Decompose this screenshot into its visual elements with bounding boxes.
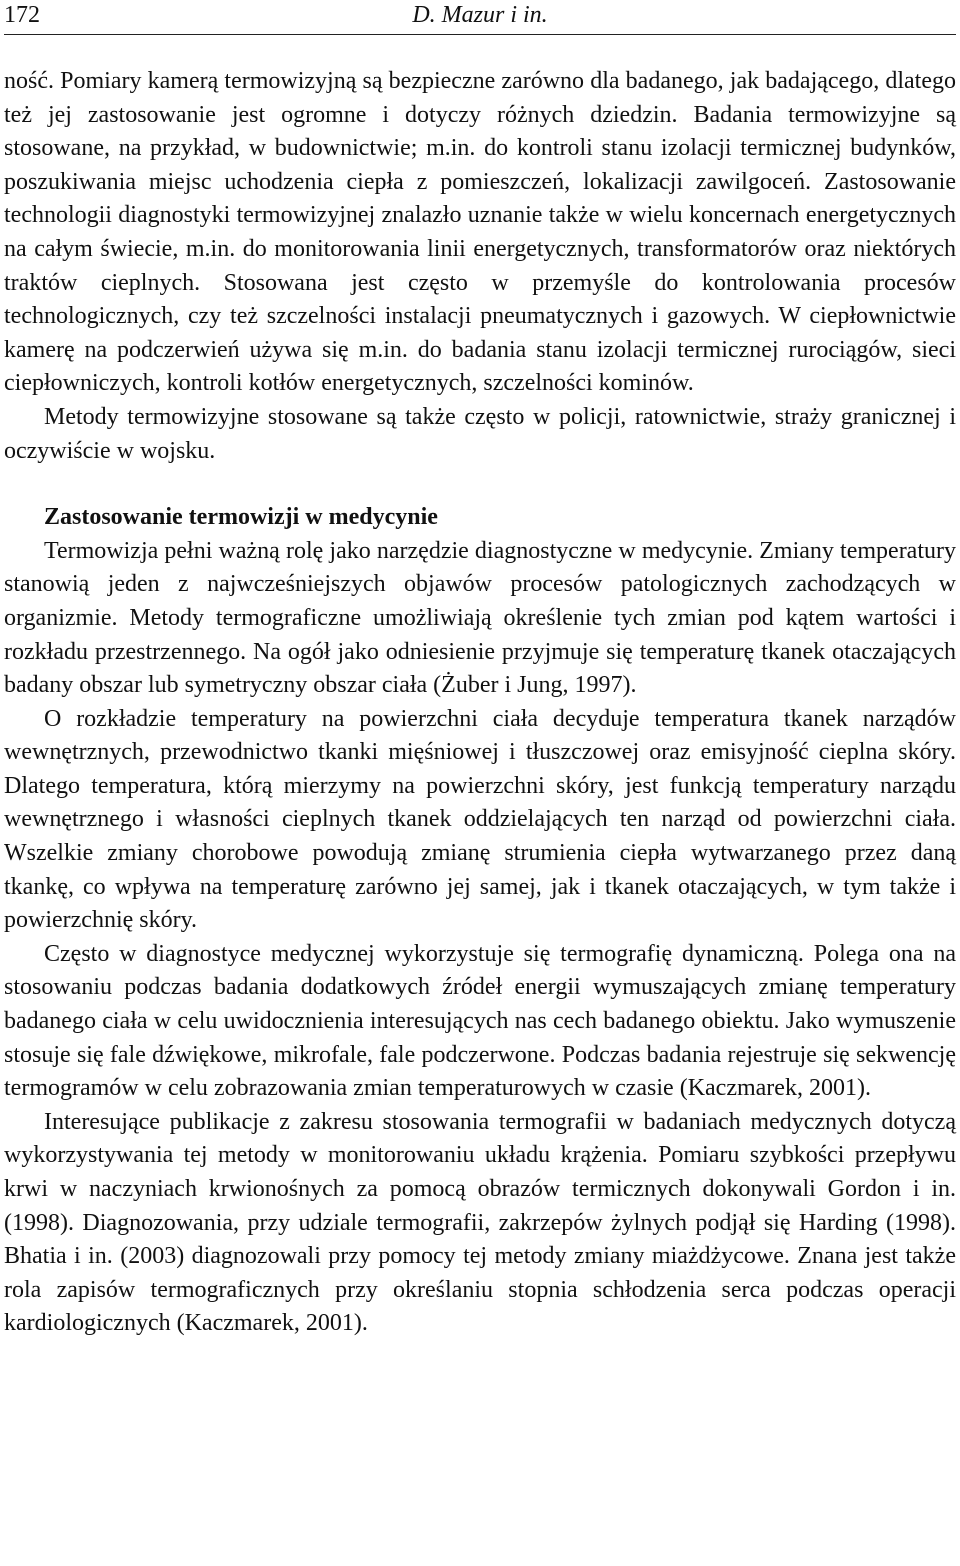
paragraph: O rozkładzie temperatury na powierzchni ciała decyduje temperatura tkanek narządów wewnętrznych, przewodnictwo tkanki mięśniowej i tłuszczowej oraz emisyjność cieplna skóry. Dlatego temperatura, którą mierzymy na powierzchni skóry, jest funkcją temperatury narządu wewnętrznego i własności cieplnych tkanek oddzielających ten narząd od powierzchni ciała. Wszelkie zmiany chorobowe powodują zmianę strumienia ciepła wytwarzanego przez daną tkankę, co wpływa na temperaturę zarówno jej samej, jak i tkanek otaczających, w tym także i powierzchnię skóry. (4, 705, 956, 934)
header-rule (4, 34, 956, 35)
paragraph: Często w diagnostyce medycznej wykorzystuje się termografię dynamiczną. Polega ona na stosowaniu podczas badania dodatkowych źródeł energii wymuszających zmianę temperatury badanego ciała w celu uwidocznienia interesujących nas cech badanego obiektu. Jako wymuszenie stosuje się fale dźwiękowe, mikrofale, fale podczerwone. Podczas badania rejestruje się sekwencję termogramów w celu zobrazowania zmian temperaturowych w czasie (Kaczmarek, 2001). (4, 940, 956, 1102)
paragraph: ność. Pomiary kamerą termowizyjną są bezpieczne zarówno dla badanego, jak badającego, dlatego też jej zastosowanie jest ogromne i dotyczy różnych dziedzin. Badania termowizyjne są stosowane, na przykład, w budownictwie; m.in. do kontroli stanu izolacji termicznej budynków, poszukiwania miejsc uchodzenia ciepła z pomieszczeń, lokalizacji zawilgoceń. Zastosowanie technologii diagnostyki termowizyjnej znalazło uznanie także w wielu koncernach energetycznych na całym świecie, m.in. do monitorowania linii energetycznych, transformatorów oraz niektórych traktów cieplnych. Stosowana jest często w przemyśle do kontrolowania procesów technologicznych, czy też szczelności instalacji pneumatycznych i gazowych. W ciepłownictwie kamerę na podczerwień używa się m.in. do badania stanu izolacji termicznej rurociągów, sieci ciepłowniczych, kontroli kotłów energetycznych, szczelności kominów. (4, 68, 956, 397)
page-number: 172 (4, 2, 40, 28)
paragraph: Termowizja pełni ważną rolę jako narzędzie diagnostyczne w medycynie. Zmiany temperatury stanowią jeden z najwcześniejszych objawów procesów patologicznych zachodzących w organizmie. Metody termograficzne umożliwiają określenie tych zmian pod kątem wartości i rozkładu przestrzennego. Na ogół jako odniesienie przyjmuje się temperaturę tkanek otaczających badany obszar lub symetryczny obszar ciała (Żuber i Jung, 1997). (4, 537, 956, 699)
running-head (4, 0, 956, 34)
paragraph: Metody termowizyjne stosowane są także często w policji, ratownictwie, straży granicznej i oczywiście w wojsku. (4, 403, 956, 464)
body-text (4, 65, 956, 1341)
running-head-authors: D. Mazur i in. (412, 2, 548, 28)
paragraph: Interesujące publikacje z zakresu stosowania termografii w badaniach medycznych dotyczą wykorzystywania tej metody w monitorowaniu układu krążenia. Pomiaru szybkości przepływu krwi w naczyniach krwionośnych za pomocą obrazów termicznych dokonywali Gordon i in. (1998). Diagnozowania, przy udziale termografii, zakrzepów żylnych podjął się Harding (1998). Bhatia i in. (2003) diagnozowali przy pomocy tej metody zmiany miażdżycowe. Znana jest także rola zapisów termograficznych przy określaniu stopnia schłodzenia serca podczas operacji kardiologicznych (Kaczmarek, 2001). (4, 1108, 956, 1337)
section-heading: Zastosowanie termowizji w medycynie (44, 504, 438, 531)
